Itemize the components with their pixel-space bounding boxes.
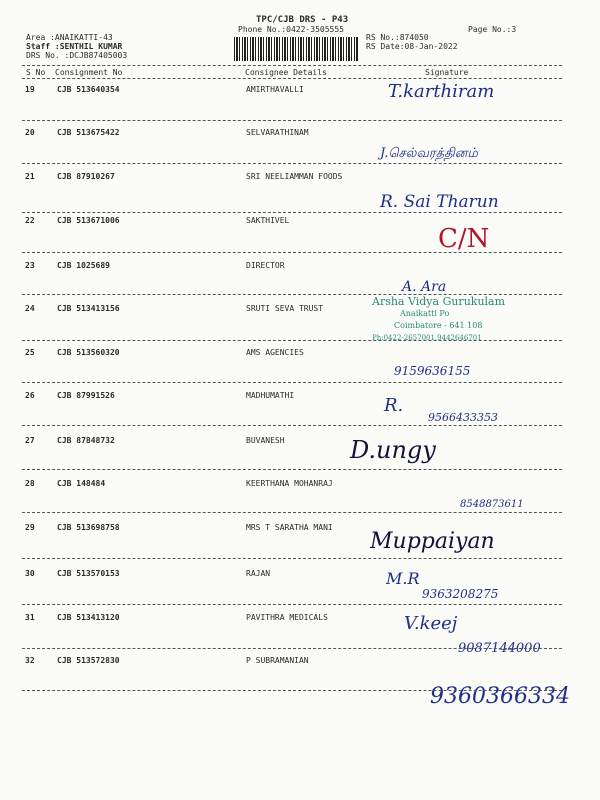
row-divider bbox=[22, 425, 562, 426]
organization-stamp bbox=[372, 296, 505, 344]
row-divider bbox=[22, 648, 562, 649]
rs-number: RS No.:874050 bbox=[366, 33, 429, 42]
consignment-number: CJB 513675422 bbox=[57, 128, 120, 137]
consignment-number: CJB 148484 bbox=[57, 479, 106, 488]
consignee-name: RAJAN bbox=[246, 569, 271, 578]
barcode bbox=[234, 37, 358, 61]
stamp-line: Anaikatti Po bbox=[400, 309, 450, 318]
document-title: TPC/CJB DRS - P43 bbox=[256, 15, 349, 25]
serial-number: 25 bbox=[25, 348, 35, 357]
handwritten-signature: 9087144000 bbox=[458, 641, 541, 656]
serial-number: 31 bbox=[25, 613, 35, 622]
serial-number: 29 bbox=[25, 523, 35, 532]
table-row bbox=[0, 348, 600, 390]
consignment-number: CJB 87991526 bbox=[57, 391, 115, 400]
handwritten-signature: 8548873611 bbox=[460, 499, 524, 510]
consignee-name: KEERTHANA MOHANRAJ bbox=[246, 479, 333, 488]
handwritten-signature: J.செல்வரத்தினம் bbox=[380, 146, 478, 161]
row-divider bbox=[22, 340, 562, 341]
page-number: Page No.:3 bbox=[468, 25, 517, 34]
staff-field: Staff :SENTHIL KUMAR bbox=[26, 42, 123, 51]
consignee-name: SRUTI SEVA TRUST bbox=[246, 304, 324, 313]
row-divider bbox=[22, 604, 562, 605]
stamp-name: Arsha Vidya Gurukulam bbox=[372, 295, 506, 308]
consignee-name: AMS AGENCIES bbox=[246, 348, 304, 357]
consignment-number: CJB 1025689 bbox=[57, 261, 110, 270]
table-row bbox=[0, 479, 600, 521]
table-row bbox=[0, 656, 600, 709]
serial-number: 24 bbox=[25, 304, 35, 313]
column-divider bbox=[22, 78, 562, 79]
consignment-number: CJB 513560320 bbox=[57, 348, 120, 357]
column-signature: Signature bbox=[425, 68, 469, 77]
table-row bbox=[0, 391, 600, 433]
row-divider bbox=[22, 252, 562, 253]
handwritten-signature: 9363208275 bbox=[422, 587, 499, 601]
column-consignee: Consignee Details bbox=[245, 68, 327, 77]
handwritten-signature: 9159636155 bbox=[394, 364, 471, 378]
serial-number: 22 bbox=[25, 216, 35, 225]
table-row bbox=[0, 436, 600, 478]
row-divider bbox=[22, 163, 562, 164]
serial-number: 23 bbox=[25, 261, 35, 270]
consignment-number: CJB 513413156 bbox=[57, 304, 120, 313]
row-divider bbox=[22, 512, 562, 513]
column-consignment: Consignment No bbox=[55, 68, 123, 77]
consignee-name: P SUBRAMANIAN bbox=[246, 656, 309, 665]
row-divider bbox=[22, 469, 562, 470]
consignment-number: CJB 513572830 bbox=[57, 656, 120, 665]
row-divider bbox=[22, 382, 562, 383]
consignee-name: AMIRTHAVALLI bbox=[246, 85, 304, 94]
handwritten-signature: C/N bbox=[438, 224, 490, 254]
consignment-number: CJB 513640354 bbox=[57, 85, 120, 94]
consignee-name: MRS T SARATHA MANI bbox=[246, 523, 333, 532]
handwritten-signature: R. Sai Tharun bbox=[380, 192, 499, 212]
row-divider bbox=[22, 120, 562, 121]
handwritten-signature: 9360366334 bbox=[430, 684, 570, 709]
table-row bbox=[0, 261, 600, 303]
consignment-number: CJB 513671006 bbox=[57, 216, 120, 225]
row-divider bbox=[22, 212, 562, 213]
drs-number: DRS No. :DCJB87405003 bbox=[26, 51, 128, 60]
consignee-name: PAVITHRA MEDICALS bbox=[246, 613, 328, 622]
serial-number: 21 bbox=[25, 172, 35, 181]
initial-mark: V.keej bbox=[404, 613, 458, 634]
consignment-number: CJB 513570153 bbox=[57, 569, 120, 578]
consignee-name: SELVARATHINAM bbox=[246, 128, 309, 137]
stamp-line: Coimbatore - 641 108 bbox=[394, 321, 483, 330]
serial-number: 26 bbox=[25, 391, 35, 400]
handwritten-signature: T.karthiram bbox=[388, 81, 495, 102]
consignee-name: DIRECTOR bbox=[246, 261, 285, 270]
consignee-name: BUVANESH bbox=[246, 436, 285, 445]
serial-number: 27 bbox=[25, 436, 35, 445]
serial-number: 30 bbox=[25, 569, 35, 578]
table-row bbox=[0, 172, 600, 214]
consignment-number: CJB 87910267 bbox=[57, 172, 115, 181]
column-sno: S No bbox=[26, 68, 46, 77]
serial-number: 20 bbox=[25, 128, 35, 137]
handwritten-signature: A. Ara bbox=[402, 279, 447, 295]
handwritten-signature: Muppaiyan bbox=[370, 529, 495, 554]
initial-mark: R. bbox=[384, 395, 404, 416]
handwritten-signature: D.ungy bbox=[350, 436, 436, 464]
serial-number: 32 bbox=[25, 656, 35, 665]
serial-number: 28 bbox=[25, 479, 35, 488]
header-divider bbox=[22, 65, 562, 66]
consignee-name: SAKTHIVEL bbox=[246, 216, 290, 225]
rs-date: RS Date:08-Jan-2022 bbox=[366, 42, 458, 51]
consignment-number: CJB 513698758 bbox=[57, 523, 120, 532]
initial-mark: M.R bbox=[386, 569, 420, 588]
stamp-phone: Ph:0422-2657001,9442646701 bbox=[372, 334, 482, 342]
consignee-name: SRI NEELIAMMAN FOODS bbox=[246, 172, 343, 181]
area-field: Area :ANAIKATTI-43 bbox=[26, 33, 113, 42]
row-divider bbox=[22, 690, 562, 691]
consignee-name: MADHUMATHI bbox=[246, 391, 295, 400]
consignment-number: CJB 87848732 bbox=[57, 436, 115, 445]
row-divider bbox=[22, 558, 562, 559]
handwritten-signature: 9566433353 bbox=[428, 411, 498, 424]
phone-number: Phone No.:0422-3505555 bbox=[238, 25, 344, 34]
serial-number: 19 bbox=[25, 85, 35, 94]
consignment-number: CJB 513413120 bbox=[57, 613, 120, 622]
